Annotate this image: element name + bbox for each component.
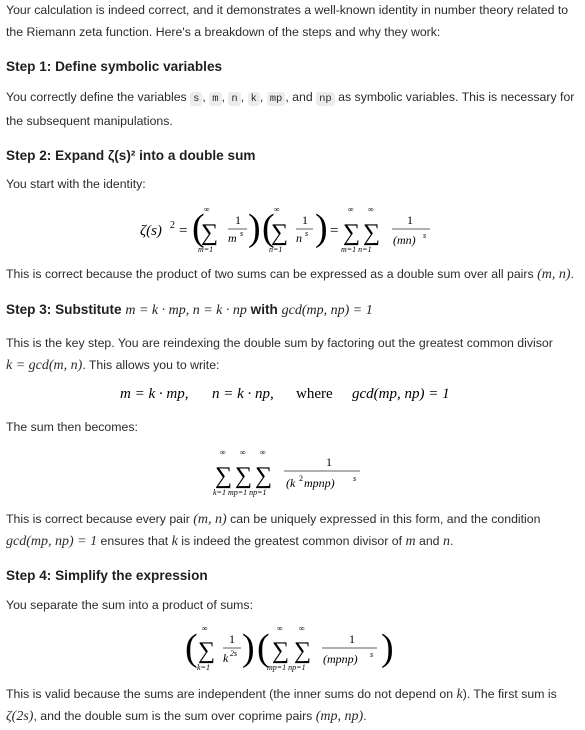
step1-and: , and <box>285 90 317 104</box>
var-np-code: np <box>316 92 335 106</box>
svg-text:2: 2 <box>299 474 303 483</box>
step4-after-text1: This is valid because the sums are independent (the inner sums do not depend on <box>6 687 457 701</box>
step4-after-text3: , and the double sum is the sum over coprime pairs <box>33 708 316 723</box>
svg-text:∑: ∑ <box>215 463 233 489</box>
pair-mn-math-2: (m, n) <box>193 512 227 527</box>
svg-text:∑: ∑ <box>255 463 273 489</box>
product-of-sums-equation <box>185 620 405 676</box>
step3-after-text6: . <box>449 533 454 548</box>
svg-text:): ) <box>381 627 394 669</box>
svg-text:∑: ∑ <box>198 638 216 664</box>
step3-p1-text: This is the key step. You are reindexing the double sum by factoring out the greatest common divisor <box>6 336 553 350</box>
svg-text:∞: ∞ <box>260 448 266 457</box>
svg-text:1: 1 <box>326 455 332 469</box>
step3-heading-math-gcd: gcd(mp, np) = 1 <box>281 303 373 318</box>
gcd-condition-math: gcd(mp, np) = 1 <box>6 533 98 549</box>
svg-text:ζ(s): ζ(s) <box>140 223 162 239</box>
svg-text:s: s <box>370 650 374 659</box>
step4-after-paragraph <box>6 684 575 727</box>
step3-heading-text: Step 3: Substitute <box>6 302 126 317</box>
svg-text:): ) <box>248 207 261 249</box>
m-math: m <box>405 533 416 549</box>
svg-text:gcd(mp, np) = 1: gcd(mp, np) = 1 <box>352 386 450 402</box>
svg-text:∞: ∞ <box>220 448 226 457</box>
step2-after-paragraph <box>6 264 575 286</box>
step3-after-paragraph <box>6 509 575 552</box>
step1-heading: Step 1: Define symbolic variables <box>6 59 223 74</box>
svg-text:mpnp): mpnp) <box>304 476 335 490</box>
step4-after-text4: . <box>363 708 367 723</box>
svg-text:n: n <box>296 231 302 245</box>
step3-p1-end: . This allows you to write: <box>82 357 220 372</box>
pair-mn-math: (m, n) <box>537 267 571 282</box>
step3-sum-becomes: The sum then becomes: <box>6 420 138 434</box>
svg-text:∞: ∞ <box>277 624 283 633</box>
step4-after-text2: ). The first sum is <box>462 687 557 701</box>
svg-text:(: ( <box>257 627 270 669</box>
svg-text:mp=1 np=1: mp=1 np=1 <box>267 663 306 672</box>
step3-after-text1: This is correct because every pair <box>6 512 194 526</box>
k-math: k <box>171 533 178 549</box>
triple-sum-equation <box>210 443 390 501</box>
step1-text-post: as symbolic variables. This is necessary for the subsequent manipulations. <box>6 90 575 128</box>
step3-paragraph <box>6 333 575 376</box>
var-m-code: m <box>209 92 221 106</box>
svg-text:): ) <box>315 207 328 249</box>
k-math-2: k <box>456 687 463 702</box>
svg-text:∑: ∑ <box>363 220 381 246</box>
svg-text:m = k · mp,: m = k · mp, <box>120 386 189 402</box>
svg-text:∑: ∑ <box>294 638 312 664</box>
svg-text:=: = <box>330 223 339 239</box>
svg-text:(mn): (mn) <box>393 233 416 247</box>
step1-paragraph: You correctly define the variables s , m , n , k , mp , and np as symbolic variables. This is necessary for the subsequent manipulations. <box>6 90 575 128</box>
svg-text:k=1 mp=1 np=1: k=1 mp=1 np=1 <box>213 488 267 497</box>
svg-text:∞: ∞ <box>348 205 354 214</box>
step3-after-text4: is indeed the greatest common divisor of <box>177 533 406 548</box>
pair-mpnp-math: (mp, np) <box>315 708 364 724</box>
svg-text:s: s <box>353 474 357 483</box>
intro-paragraph: Your calculation is indeed correct, and it demonstrates a well-known identity in number theory related to the Riemann zeta function. Here's a breakdown of the steps and why they work: <box>6 3 569 39</box>
svg-text:1: 1 <box>229 632 235 646</box>
svg-text:∞: ∞ <box>299 624 305 633</box>
step4-heading: Step 4: Simplify the expression <box>6 568 208 583</box>
svg-text:where: where <box>296 386 333 402</box>
svg-text:∑: ∑ <box>201 220 219 246</box>
svg-text:k: k <box>223 651 229 665</box>
var-k-code: k <box>248 92 260 106</box>
step3-heading-math-substitution: m = k · mp, n = k · np <box>125 303 247 318</box>
step2-after-text: This is correct because the product of two sums can be expressed as a double sum over all pairs <box>6 267 538 281</box>
var-mp-code: mp <box>267 92 286 106</box>
step3-heading-with: with <box>246 302 282 317</box>
svg-text:∑: ∑ <box>235 463 253 489</box>
step3-after-text2: can be uniquely expressed in this form, and the condition <box>226 512 541 526</box>
svg-text:n=1: n=1 <box>269 245 283 254</box>
zeta-squared-identity-equation <box>140 200 440 258</box>
step3-after-text3: ensures that <box>97 533 172 548</box>
step2-end: . <box>570 267 574 281</box>
step4-lead: You separate the sum into a product of sums: <box>6 598 253 612</box>
svg-text:m=1: m=1 <box>198 245 214 254</box>
svg-text:(: ( <box>262 207 275 249</box>
svg-text:1: 1 <box>302 213 308 227</box>
step1-text-pre: You correctly define the variables <box>6 90 191 104</box>
substitution-equation <box>120 381 480 405</box>
svg-text:∑: ∑ <box>271 220 289 246</box>
svg-text:k=1: k=1 <box>197 663 210 672</box>
svg-text:∑: ∑ <box>272 638 290 664</box>
svg-text:m: m <box>228 231 237 245</box>
n-math: n <box>442 533 450 549</box>
step3-after-text5: and <box>415 533 443 548</box>
svg-text:): ) <box>242 627 255 669</box>
svg-text:2: 2 <box>170 220 175 231</box>
svg-text:(: ( <box>185 627 198 669</box>
svg-text:1: 1 <box>407 213 413 227</box>
svg-text:(: ( <box>192 207 205 249</box>
svg-text:n = k · np,: n = k · np, <box>212 386 274 402</box>
k-gcd-math: k = gcd(m, n) <box>6 357 83 373</box>
svg-text:s: s <box>240 229 244 238</box>
svg-text:s: s <box>423 231 427 240</box>
svg-text:(k: (k <box>286 476 296 490</box>
svg-text:∞: ∞ <box>204 205 210 214</box>
svg-text:∞: ∞ <box>274 205 280 214</box>
zeta-2s-math: ζ(2s) <box>6 708 34 724</box>
svg-text:∞: ∞ <box>368 205 374 214</box>
svg-text:∑: ∑ <box>343 220 361 246</box>
var-s-code: s <box>190 92 202 106</box>
svg-text:∞: ∞ <box>240 448 246 457</box>
svg-text:(mpnp): (mpnp) <box>323 652 358 666</box>
svg-text:1: 1 <box>235 213 241 227</box>
svg-text:∞: ∞ <box>202 624 208 633</box>
svg-text:s: s <box>305 229 309 238</box>
step3-heading <box>6 300 575 321</box>
svg-text:m=1 n=1: m=1 n=1 <box>341 245 372 254</box>
step2-lead: You start with the identity: <box>6 177 146 191</box>
svg-text:=: = <box>179 223 188 239</box>
var-n-code: n <box>228 92 240 106</box>
step2-heading: Step 2: Expand ζ(s)² into a double sum <box>6 148 256 163</box>
svg-text:2s: 2s <box>230 649 238 658</box>
svg-text:1: 1 <box>349 632 355 646</box>
